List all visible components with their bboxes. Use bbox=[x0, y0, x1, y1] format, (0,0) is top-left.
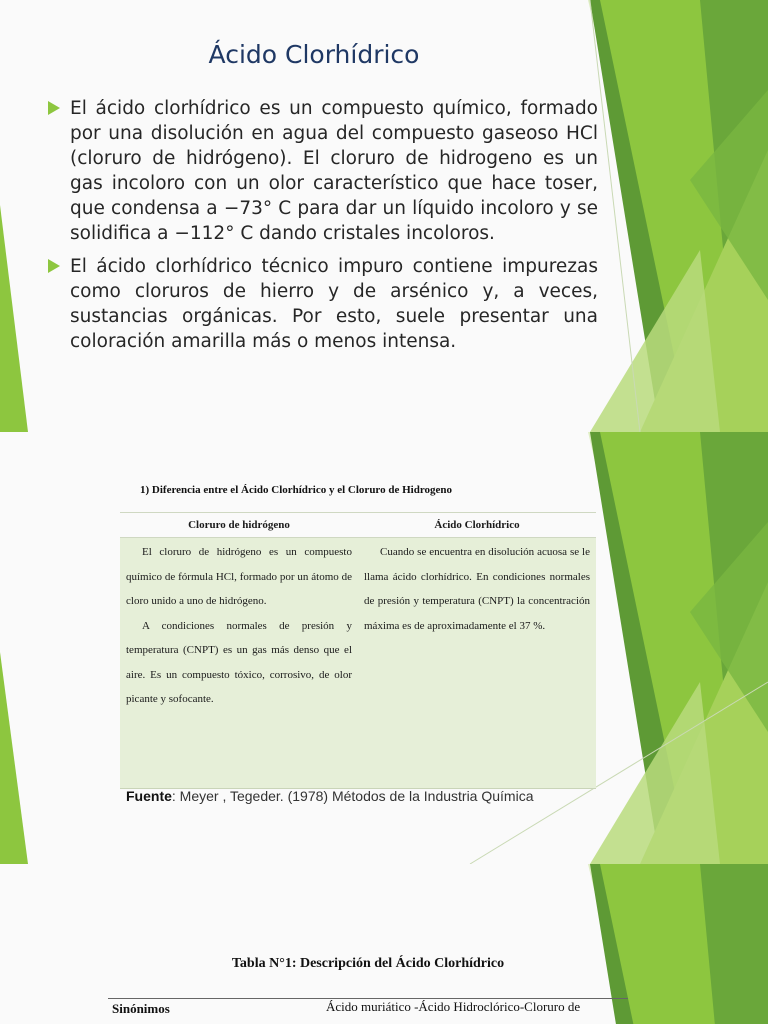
cell-paragraph: A condiciones normales de presión y temperatura (CNPT) es un gas más denso que el aire. Es un compuesto tóxico, corrosivo, de olor picante y sofocante. bbox=[126, 619, 352, 705]
row-value: Ácido muriático -Ácido Hidroclórico-Cloruro de bbox=[326, 999, 581, 1014]
source-citation bbox=[126, 788, 533, 804]
slide-title: Ácido Clorhídrico bbox=[208, 40, 420, 69]
row-label: Sinónimos bbox=[112, 1001, 170, 1016]
slide-3 bbox=[0, 864, 768, 1024]
comparison-table bbox=[120, 512, 596, 789]
source-text: : Meyer , Tegeder. (1978) Métodos de la Industria Química bbox=[171, 788, 534, 804]
bullet-item bbox=[48, 254, 598, 354]
cell-paragraph: El cloruro de hidrógeno es un compuesto químico de fórmula HCl, formado por un átomo de cloro unido a uno de hidrógeno. bbox=[126, 546, 352, 607]
cell-paragraph: Cuando se encuentra en disolución acuosa se le llama ácido clorhídrico. En condiciones normales de presión y temperatura (CNPT) la concentración máxima es de aproximadamente el 37 %. bbox=[364, 546, 590, 632]
table-cell bbox=[358, 538, 596, 788]
source-label: Fuente bbox=[126, 788, 172, 804]
bullet-list bbox=[48, 96, 598, 362]
bullet-arrow-icon bbox=[48, 259, 60, 273]
bullet-item bbox=[48, 96, 598, 246]
table-cell bbox=[120, 538, 358, 788]
table-title: Tabla N°1: Descripción del Ácido Clorhídrico bbox=[231, 956, 505, 971]
table-header-row bbox=[120, 512, 596, 538]
table-heading: 1) Diferencia entre el Ácido Clorhídrico y el Cloruro de Hidrogeno bbox=[140, 484, 453, 496]
table-header-cell: Cloruro de hidrógeno bbox=[188, 519, 290, 531]
slide-2 bbox=[0, 432, 768, 864]
bullet-arrow-icon bbox=[48, 101, 60, 115]
slide-1 bbox=[0, 0, 768, 432]
table-header-cell: Ácido Clorhídrico bbox=[434, 519, 520, 531]
bullet-text: El ácido clorhídrico técnico impuro contiene impurezas como cloruros de hierro y de arsénico y, a veces, sustancias orgánicas. Por esto, suele presentar una coloración amarilla más o menos intensa. bbox=[70, 256, 598, 352]
bullet-text: El ácido clorhídrico es un compuesto químico, formado por una disolución en agua del compuesto gaseoso HCl (cloruro de hidrógeno). El cloruro de hidrogeno es un gas incoloro con un olor característico que hace toser, que condensa a −73° C para dar un líquido incoloro y se solidifica a −112° C dando cristales incoloros. bbox=[70, 98, 598, 244]
table-row bbox=[120, 538, 596, 789]
table-row bbox=[108, 998, 628, 1016]
